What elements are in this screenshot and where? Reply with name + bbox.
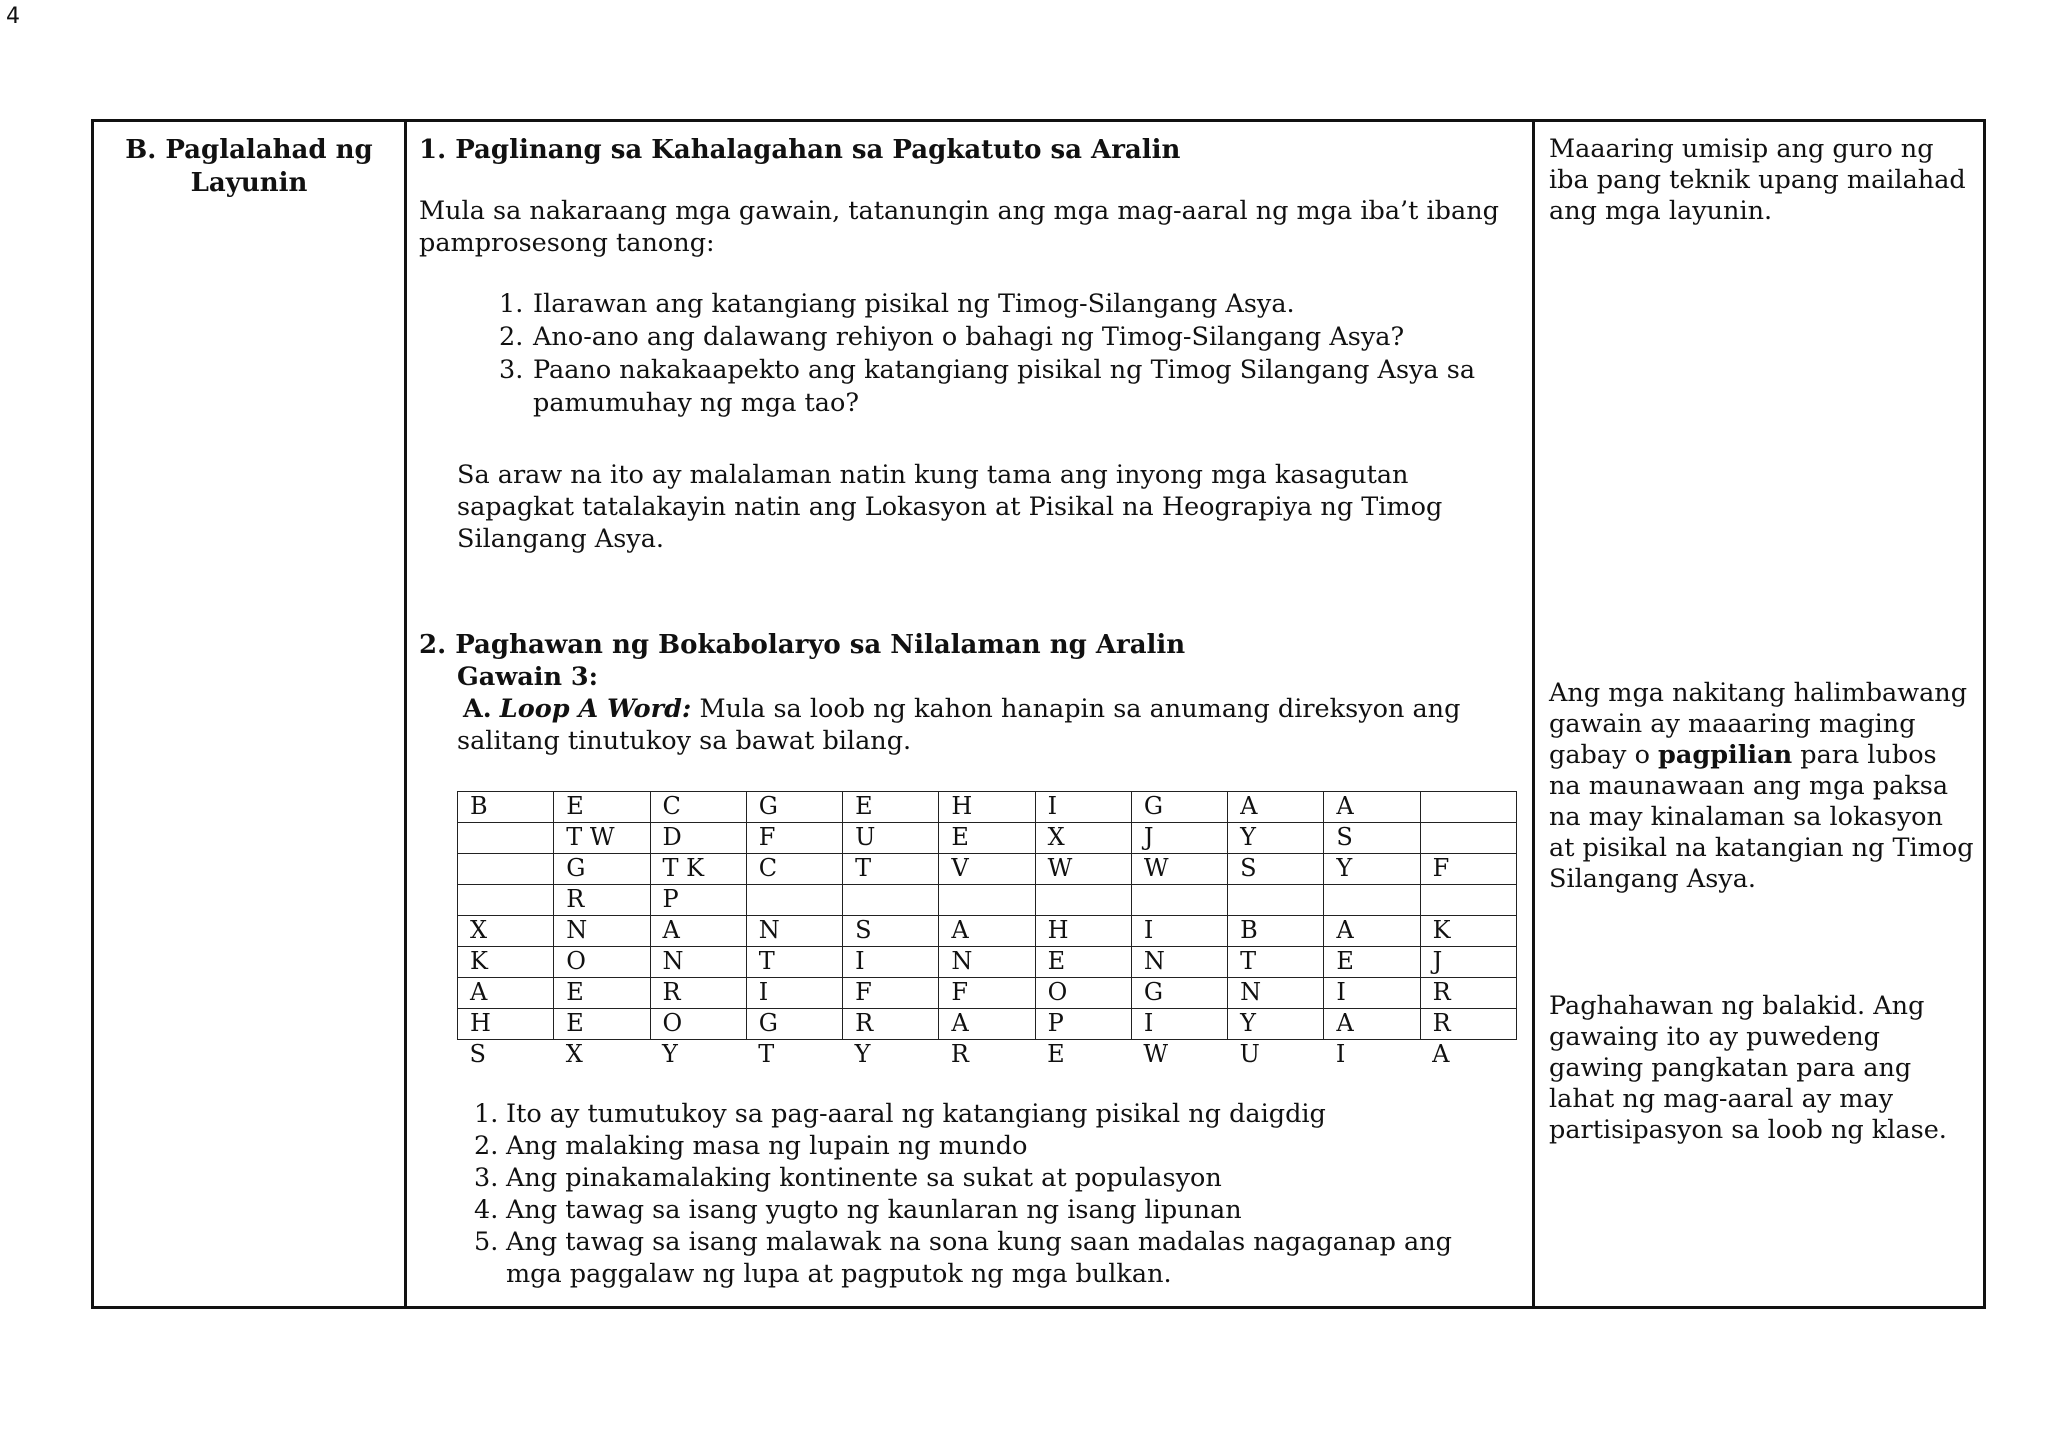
grid-cell: E	[939, 823, 1035, 854]
notes-column	[1549, 134, 1974, 1145]
grid-cell: C	[650, 792, 746, 823]
section2-heading: 2. Paghawan ng Bokabolaryo sa Nilalaman ng Aralin	[419, 630, 1186, 660]
grid-cell: Y	[1228, 823, 1324, 854]
vocabulary-clues	[474, 1098, 1514, 1290]
grid-cell: F	[746, 823, 842, 854]
grid-cell	[746, 885, 842, 916]
column-divider	[1532, 122, 1535, 1306]
item-number: 5.	[474, 1227, 499, 1257]
grid-cell: R	[1420, 1009, 1516, 1040]
grid-cell: B	[458, 792, 554, 823]
list-item	[499, 354, 1529, 420]
section2	[419, 629, 1529, 1289]
grid-cell: R	[554, 885, 650, 916]
item-text: Paano nakakaapekto ang katangiang pisikal ng Timog Silangang Asya sa pamumuhay ng mga tao?	[533, 355, 1476, 418]
grid-cell: K	[458, 947, 554, 978]
grid-cell: N	[1228, 978, 1324, 1009]
lesson-table	[91, 119, 1986, 1309]
grid-cell	[939, 885, 1035, 916]
grid-cell: N	[746, 916, 842, 947]
grid-cell: N	[939, 947, 1035, 978]
grid-cell: E	[1047, 1040, 1065, 1068]
grid-cell: G	[746, 1009, 842, 1040]
grid-cell: T K	[650, 854, 746, 885]
item-number: 3.	[499, 355, 524, 385]
grid-cell: J	[1131, 823, 1227, 854]
grid-row	[458, 823, 1517, 854]
grid-cell: I	[1131, 916, 1227, 947]
grid-cell	[458, 885, 554, 916]
item-number: 4.	[474, 1195, 499, 1225]
grid-cell: G	[1131, 792, 1227, 823]
grid-cell: N	[554, 916, 650, 947]
note-emphasis: pagpilian	[1658, 740, 1793, 770]
grid-cell: O	[1035, 978, 1131, 1009]
grid-row	[458, 916, 1517, 947]
grid-cell: X	[565, 1040, 583, 1068]
grid-cell: A	[1324, 916, 1420, 947]
grid-cell: S	[469, 1040, 486, 1068]
item-text: Ano-ano ang dalawang rehiyon o bahagi ng Timog-Silangang Asya?	[533, 322, 1405, 352]
grid-cell: E	[843, 792, 939, 823]
grid-row	[458, 947, 1517, 978]
grid-cell: A	[939, 916, 1035, 947]
grid-cell: C	[746, 854, 842, 885]
section-label	[94, 134, 404, 200]
item-text: Ang malaking masa ng lupain ng mundo	[506, 1131, 1028, 1161]
grid-cell: G	[1131, 978, 1227, 1009]
grid-cell	[1420, 885, 1516, 916]
grid-cell: F	[939, 978, 1035, 1009]
item-text: Ang tawag sa isang malawak na sona kung saan madalas nagaganap ang mga paggalaw ng lupa at pagputok ng mga bulkan.	[506, 1227, 1452, 1289]
section1-closing: Sa araw na ito ay malalaman natin kung tama ang inyong mga kasagutan sapagkat tatalakayin natin ang Lokasyon at Pisikal na Heograpiya ng Timog Silangang Asya.	[457, 460, 1443, 554]
grid-cell: W	[1131, 854, 1227, 885]
grid-cell: A	[1432, 1040, 1450, 1068]
list-item	[474, 1098, 1514, 1130]
grid-cell: T	[1228, 947, 1324, 978]
section1-heading: 1. Paglinang sa Kahalagahan sa Pagkatuto sa Aralin	[419, 135, 1181, 165]
grid-cell: T	[843, 854, 939, 885]
grid-cell: E	[1324, 947, 1420, 978]
grid-cell: R	[1420, 978, 1516, 1009]
grid-cell: J	[1420, 947, 1516, 978]
page-number: 4	[6, 4, 20, 29]
grid-cell: S	[1324, 823, 1420, 854]
grid-cell: A	[650, 916, 746, 947]
list-item	[474, 1130, 1514, 1162]
grid-cell: W	[1143, 1040, 1169, 1068]
grid-cell: I	[1131, 1009, 1227, 1040]
item-text: Ang tawag sa isang yugto ng kaunlaran ng isang lipunan	[506, 1195, 1242, 1225]
item-number: 1.	[474, 1099, 499, 1129]
grid-cell: A	[1324, 792, 1420, 823]
grid-row	[458, 792, 1517, 823]
grid-cell: G	[746, 792, 842, 823]
grid-cell: E	[554, 1009, 650, 1040]
activity-title: Gawain 3:	[457, 662, 599, 692]
grid-cell: T W	[554, 823, 650, 854]
grid-cell	[1228, 885, 1324, 916]
grid-cell: R	[650, 978, 746, 1009]
grid-cell: N	[650, 947, 746, 978]
grid-cell: Y	[1228, 1009, 1324, 1040]
note-text: Ang mga nakitang halimbawang gawain ay maaaring maging gabay o	[1549, 678, 1968, 770]
section1-intro: Mula sa nakaraang mga gawain, tatanungin ang mga mag-aaral ng mga iba’t ibang pamprosesong tanong:	[419, 196, 1499, 258]
grid-cell: E	[554, 978, 650, 1009]
section-label-line1: B. Paglalahad ng	[125, 135, 373, 165]
grid-cell	[843, 885, 939, 916]
list-item	[474, 1162, 1514, 1194]
grid-cell: G	[554, 854, 650, 885]
grid-cell: F	[1420, 854, 1516, 885]
grid-row	[458, 854, 1517, 885]
grid-cell	[458, 823, 554, 854]
grid-cell: D	[650, 823, 746, 854]
section-label-line2: Layunin	[190, 168, 308, 198]
grid-cell	[1324, 885, 1420, 916]
item-text: Ang pinakamalaking kontinente sa sukat at populasyon	[506, 1163, 1222, 1193]
grid-cell: N	[1131, 947, 1227, 978]
grid-cell: A	[458, 978, 554, 1009]
grid-cell: A	[1324, 1009, 1420, 1040]
teacher-note-examples	[1549, 678, 1974, 895]
grid-cell: A	[939, 1009, 1035, 1040]
grid-cell: I	[1324, 978, 1420, 1009]
grid-cell: H	[1035, 916, 1131, 947]
word-search-grid	[457, 791, 1517, 1070]
grid-cell: W	[1035, 854, 1131, 885]
item-number: 1.	[499, 289, 524, 319]
column-divider	[404, 122, 407, 1306]
grid-row	[458, 978, 1517, 1009]
grid-cell: P	[1035, 1009, 1131, 1040]
grid-cell: A	[1228, 792, 1324, 823]
grid-cell: P	[650, 885, 746, 916]
procedure-column	[419, 134, 1529, 1289]
grid-cell: O	[554, 947, 650, 978]
grid-cell: T	[746, 947, 842, 978]
grid-cell	[1420, 823, 1516, 854]
grid-cell: U	[843, 823, 939, 854]
grid-cell: B	[1228, 916, 1324, 947]
grid-cell: T	[758, 1040, 775, 1068]
item-text: Ito ay tumutukoy sa pag-aaral ng katangiang pisikal ng daigdig	[506, 1099, 1326, 1129]
grid-cell	[1420, 792, 1516, 823]
grid-cell: R	[843, 1009, 939, 1040]
grid-cell: O	[650, 1009, 746, 1040]
item-number: 2.	[474, 1131, 499, 1161]
grid-cell: K	[1420, 916, 1516, 947]
item-number: 2.	[499, 322, 524, 352]
teacher-note-techniques: Maaaring umisip ang guro ng iba pang teknik upang mailahad ang mga layunin.	[1549, 134, 1966, 226]
list-item	[499, 321, 1529, 354]
grid-row	[458, 1009, 1517, 1040]
grid-cell: F	[843, 978, 939, 1009]
grid-cell	[458, 854, 554, 885]
grid-cell: S	[843, 916, 939, 947]
list-item	[474, 1226, 1514, 1290]
instruction-letter: A.	[463, 694, 492, 724]
activity-instructions	[457, 693, 1529, 757]
list-item	[474, 1194, 1514, 1226]
grid-cell: Y	[662, 1040, 678, 1068]
grid-cell: Y	[1324, 854, 1420, 885]
grid-cell: H	[458, 1009, 554, 1040]
note-text: para lubos na maunawaan ang mga paksa na may kinalaman sa lokasyon at pisikal na katangian ng Timog Silangang Asya.	[1549, 740, 1974, 894]
grid-cell	[1131, 885, 1227, 916]
grid-row	[458, 885, 1517, 916]
grid-cell: V	[939, 854, 1035, 885]
item-number: 3.	[474, 1163, 499, 1193]
grid-cell: X	[1035, 823, 1131, 854]
grid-cell: I	[843, 947, 939, 978]
instruction-text: Mula sa loob ng kahon hanapin sa anumang direksyon ang salitang tinutukoy sa bawat bilang.	[457, 694, 1461, 756]
item-text: Ilarawan ang katangiang pisikal ng Timog-Silangang Asya.	[533, 289, 1295, 319]
grid-cell: I	[746, 978, 842, 1009]
grid-cell: Y	[854, 1040, 871, 1068]
list-item	[499, 288, 1529, 321]
grid-cell: X	[458, 916, 554, 947]
grid-row	[458, 1040, 1517, 1071]
grid-cell: E	[554, 792, 650, 823]
grid-cell: E	[1035, 947, 1131, 978]
grid-cell: I	[1035, 792, 1131, 823]
grid-cell: U	[1239, 1040, 1260, 1068]
instruction-title: Loop A Word:	[499, 694, 692, 724]
processing-questions	[499, 288, 1529, 420]
grid-cell: H	[939, 792, 1035, 823]
grid-cell: I	[1335, 1040, 1346, 1068]
grid-cell: R	[950, 1040, 969, 1068]
grid-cell	[1035, 885, 1131, 916]
grid-cell: S	[1228, 854, 1324, 885]
teacher-note-grouping: Paghahawan ng balakid. Ang gawaing ito ay puwedeng gawing pangkatan para ang lahat ng mag-aaral ay may partisipasyon sa loob ng klase.	[1549, 991, 1947, 1145]
